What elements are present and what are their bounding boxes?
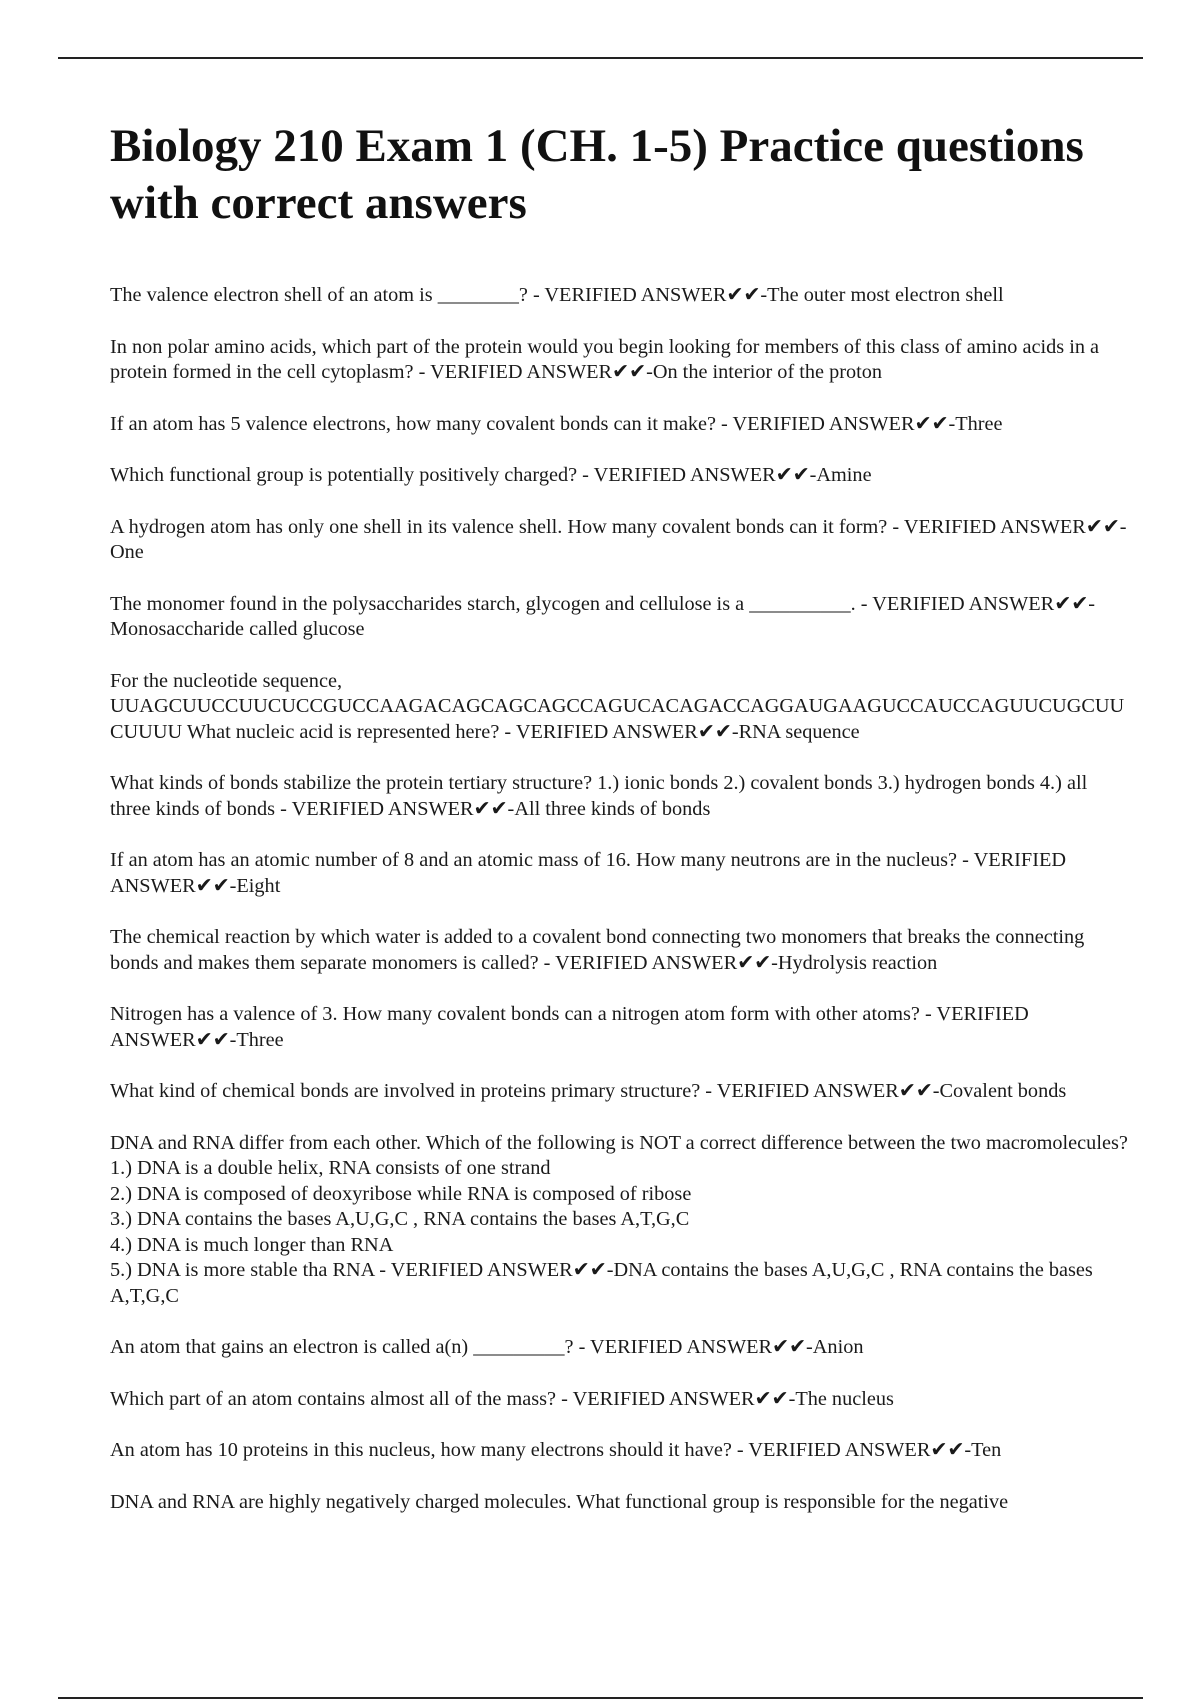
answer-text: One: [110, 541, 144, 563]
answer-text: Hydrolysis reaction: [777, 951, 938, 974]
answer-marker: VERIFIED ANSWER✔✔: [555, 951, 772, 974]
question-text: What kinds of bonds stabilize the protein tertiary structure? 1.) ionic bonds 2.) covalent bonds 3.) hydrogen bonds 4.) all three kinds of bonds -: [110, 772, 1088, 820]
question-text: What kind of chemical bonds are involved in proteins primary structure? -: [110, 1080, 717, 1102]
qa-item: DNA and RNA differ from each other. Which of the following is NOT a correct difference between the two macromolecules? 1.) DNA is a double helix, RNA consists of one strand 2.) DNA is composed of deoxyribose while RNA is composed of ribose 3.) DNA contains the bases A,U,G,C , RNA contains the bases A,T,G,C 4.) DNA is much longer than RNA 5.) DNA is more stable tha RNA - VERIFIED ANSWER✔✔-DNA contains the bases A,U,G,C , RNA contains the bases A,T,G,C: [110, 1131, 1128, 1307]
answer-marker: VERIFIED ANSWER✔✔: [291, 797, 508, 820]
question-text: An atom that gains an electron is called a(n) _________? -: [110, 1336, 591, 1358]
qa-item: The monomer found in the polysaccharides starch, glycogen and cellulose is a __________. - VERIFIED ANSWER✔✔-Monosaccharide called glucose: [110, 592, 1095, 640]
answer-text: Monosaccharide called glucose: [110, 618, 365, 640]
answer-marker: VERIFIED ANSWER✔✔: [110, 849, 1066, 897]
answer-marker: VERIFIED ANSWER✔✔: [590, 1336, 807, 1358]
qa-item: The valence electron shell of an atom is ________? - VERIFIED ANSWER✔✔-The outer most electron shell: [110, 284, 1004, 306]
answer-text: DNA contains the bases A,U,G,C , RNA contains the bases A,T,G,C: [110, 1259, 1093, 1307]
answer-text: On the interior of the proton: [652, 361, 883, 383]
qa-item: Nitrogen has a valence of 3. How many covalent bonds can a nitrogen atom form with other atoms? - VERIFIED ANSWER✔✔-Three: [110, 1003, 1029, 1051]
question-text: Nitrogen has a valence of 3. How many covalent bonds can a nitrogen atom form with other atoms? -: [110, 1003, 937, 1025]
answer-marker: VERIFIED ANSWER✔✔: [572, 1387, 789, 1410]
answer-text: Anion: [812, 1336, 864, 1358]
question-text: In non polar amino acids, which part of the protein would you begin looking for members of this class of amino acids in a protein formed in the cell cytoplasm? -: [110, 335, 1100, 383]
answer-text: Three: [955, 412, 1003, 435]
document-title: Biology 210 Exam 1 (CH. 1-5) Practice questions with correct answers: [110, 120, 1084, 229]
answer-marker: VERIFIED ANSWER✔✔: [544, 284, 761, 306]
qa-item: What kinds of bonds stabilize the protein tertiary structure? 1.) ionic bonds 2.) covalent bonds 3.) hydrogen bonds 4.) all three kinds of bonds - VERIFIED ANSWER✔✔-All three kinds of bonds: [110, 772, 1088, 820]
question-text: If an atom has 5 valence electrons, how many covalent bonds can it make? -: [110, 412, 733, 435]
question-text: The valence electron shell of an atom is ________? -: [110, 284, 545, 306]
answer-marker: VERIFIED ANSWER✔✔: [515, 720, 732, 743]
qa-item: Which functional group is potentially positively charged? - VERIFIED ANSWER✔✔-Amine: [110, 464, 872, 486]
qa-item: The chemical reaction by which water is added to a covalent bond connecting two monomers that breaks the connecting bonds and makes them separate monomers is called? - VERIFIED ANSWER✔✔-Hydrolysis reaction: [110, 926, 1085, 974]
answer-marker: VERIFIED ANSWER✔✔: [430, 361, 647, 383]
qa-item: If an atom has an atomic number of 8 and an atomic mass of 16. How many neutrons are in the nucleus? - VERIFIED ANSWER✔✔-Eight: [110, 849, 1066, 897]
answer-marker: VERIFIED ANSWER✔✔: [732, 412, 949, 435]
question-text: DNA and RNA differ from each other. Which of the following is NOT a correct difference between the two macromolecules? 1.) DNA is a double helix, RNA consists of one strand 2.) DNA is composed of deoxyribose while RNA is composed of ribose 3.) DNA contains the bases A,U,G,C , RNA contains the bases A,T,G,C 4.) DNA is much longer than RNA 5.) DNA is more stable tha RNA -: [110, 1131, 1128, 1281]
qa-item: An atom has 10 proteins in this nucleus, how many electrons should it have? - VERIFIED ANSWER✔✔-Ten: [110, 1439, 1002, 1461]
qa-item: If an atom has 5 valence electrons, how many covalent bonds can it make? - VERIFIED ANSWER✔✔-Three: [110, 412, 1003, 435]
answer-text: Three: [236, 1028, 284, 1051]
answer-text: The outer most electron shell: [767, 284, 1004, 306]
answer-marker: VERIFIED ANSWER✔✔: [748, 1439, 965, 1461]
qa-item: An atom that gains an electron is called a(n) _________? - VERIFIED ANSWER✔✔-Anion: [110, 1336, 864, 1358]
qa-item: What kind of chemical bonds are involved in proteins primary structure? - VERIFIED ANSWER✔✔-Covalent bonds: [110, 1080, 1067, 1102]
answer-marker: VERIFIED ANSWER✔✔: [390, 1259, 607, 1281]
question-text: For the nucleotide sequence, UUAGCUUCCUUCUCCGUCCAAGACAGCAGCAGCCAGUCACAGACCAGGAUGAAGUCCAUCCAGUUCUGCUUCUUUU What nucleic acid is represented here? -: [110, 669, 1125, 743]
question-text: Which functional group is potentially positively charged? -: [110, 464, 594, 486]
qa-item: Which part of an atom contains almost all of the mass? - VERIFIED ANSWER✔✔-The nucleus: [110, 1387, 894, 1410]
question-text: An atom has 10 proteins in this nucleus, how many electrons should it have? -: [110, 1439, 749, 1461]
qa-list: [110, 283, 1130, 1541]
answer-text: Amine: [816, 464, 872, 486]
answer-marker: VERIFIED ANSWER✔✔: [716, 1080, 933, 1102]
answer-text: Eight: [236, 874, 281, 897]
answer-marker: VERIFIED ANSWER✔✔: [593, 464, 810, 486]
question-text: If an atom has an atomic number of 8 and an atomic mass of 16. How many neutrons are in the nucleus? -: [110, 849, 974, 871]
answer-text: Ten: [971, 1439, 1002, 1461]
answer-marker: VERIFIED ANSWER✔✔: [872, 592, 1089, 615]
qa-item: For the nucleotide sequence, UUAGCUUCCUUCUCCGUCCAAGACAGCAGCAGCCAGUCACAGACCAGGAUGAAGUCCAUCCAGUUCUGCUUCUUUU What nucleic acid is represented here? - VERIFIED ANSWER✔✔-RNA sequence: [110, 669, 1125, 743]
answer-text: All three kinds of bonds: [514, 797, 711, 820]
question-text: The chemical reaction by which water is added to a covalent bond connecting two monomers that breaks the connecting bonds and makes them separate monomers is called? -: [110, 926, 1085, 974]
qa-item: A hydrogen atom has only one shell in its valence shell. How many covalent bonds can it form? - VERIFIED ANSWER✔✔-One: [110, 515, 1127, 563]
answer-text: Covalent bonds: [939, 1080, 1067, 1102]
question-text: The monomer found in the polysaccharides starch, glycogen and cellulose is a __________. -: [110, 592, 873, 615]
bottom-rule: [58, 1697, 1143, 1699]
question-text: Which part of an atom contains almost all of the mass? -: [110, 1387, 573, 1410]
answer-text: RNA sequence: [738, 720, 860, 743]
qa-item-truncated: [110, 1490, 1130, 1516]
answer-marker: VERIFIED ANSWER✔✔: [903, 515, 1120, 538]
qa-item: In non polar amino acids, which part of the protein would you begin looking for members of this class of amino acids in a protein formed in the cell cytoplasm? - VERIFIED ANSWER✔✔-On the interior of the proton: [110, 335, 1100, 383]
question-text: DNA and RNA are highly negatively charged molecules. What functional group is responsible for the negative: [110, 1490, 1009, 1513]
answer-text: The nucleus: [795, 1387, 894, 1410]
question-text: A hydrogen atom has only one shell in its valence shell. How many covalent bonds can it form? -: [110, 515, 904, 538]
top-rule: [58, 57, 1143, 59]
answer-marker: VERIFIED ANSWER✔✔: [110, 1003, 1029, 1051]
